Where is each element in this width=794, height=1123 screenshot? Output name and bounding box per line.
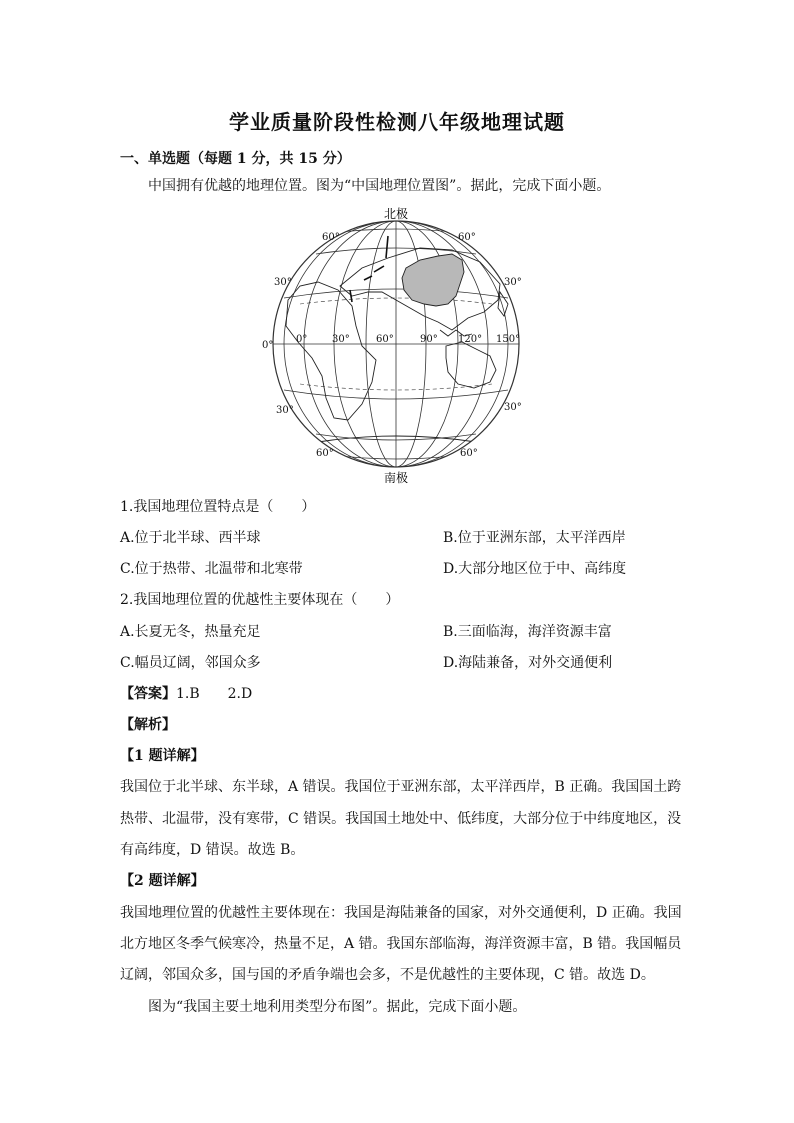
detail-1-label: 【1 题详解】 xyxy=(120,748,205,764)
detail-2-line-2: 北方地区冬季气候寒冷，热量不足，A 错。我国东部临海，海洋资源丰富，B 错。我国幅员 xyxy=(120,936,682,952)
lon-30-label: 30° xyxy=(332,334,350,345)
page-title: 学业质量阶段性检测八年级地理试题 xyxy=(229,110,565,134)
question-1-option-a: A.位于北半球、西半球 xyxy=(120,530,261,546)
question-2-stem: 2.我国地理位置的优越性主要体现在（ ） xyxy=(120,592,400,608)
answer-line xyxy=(120,684,252,704)
answer-label: 【答案】 xyxy=(120,686,176,702)
lat-60s-left: 60° xyxy=(316,448,334,459)
china-territory xyxy=(402,254,464,306)
lat-30n-right: 30° xyxy=(504,277,522,288)
north-pole-label: 北极 xyxy=(383,207,409,221)
detail-2-line-3: 辽阔，邻国众多，国与国的矛盾争端也会多，不是优越性的主要体现，C 错。故选 D。 xyxy=(120,967,655,983)
globe-grid xyxy=(273,221,519,467)
lon-120-label: 120° xyxy=(458,334,483,345)
question-2-option-b: B.三面临海，海洋资源丰富 xyxy=(443,624,612,640)
lat-0-label: 0° xyxy=(262,340,274,351)
detail-1-line-2: 热带、北温带，没有寒带，C 错误。我国国土地处中、低纬度，大部分位于中纬度地区，没 xyxy=(120,811,682,827)
question-1-option-b: B.位于亚洲东部，太平洋西岸 xyxy=(443,530,626,546)
lat-60n-right: 60° xyxy=(458,232,476,243)
lon-150-label: 150° xyxy=(496,334,521,345)
detail-2-line-1: 我国地理位置的优越性主要体现在：我国是海陆兼备的国家，对外交通便利，D 正确。我国 xyxy=(120,905,682,921)
lat-30n-left: 30° xyxy=(274,277,292,288)
question-2-option-d: D.海陆兼备，对外交通便利 xyxy=(443,655,613,671)
section-heading: 一、单选题（每题 1 分，共 15 分） xyxy=(120,151,351,167)
lon-60-label: 60° xyxy=(376,334,394,345)
china-location-map xyxy=(262,205,530,487)
question-1-option-c: C.位于热带、北温带和北寒带 xyxy=(120,561,303,577)
question-1-stem: 1.我国地理位置特点是（ ） xyxy=(120,499,316,515)
detail-1-line-1: 我国位于北半球、东半球，A 错误。我国位于亚洲东部，太平洋西岸，B 正确。我国国土跨 xyxy=(120,779,682,795)
question-intro: 中国拥有优越的地理位置。图为“中国地理位置图”。据此，完成下面小题。 xyxy=(148,178,611,194)
analysis-label: 【解析】 xyxy=(120,717,176,733)
question-intro-2: 图为“我国主要土地利用类型分布图”。据此，完成下面小题。 xyxy=(148,999,527,1015)
detail-2-label: 【2 题详解】 xyxy=(120,873,205,889)
detail-1-line-3: 有高纬度，D 错误。故选 B。 xyxy=(120,842,305,858)
lon-0-label: 0° xyxy=(296,334,308,345)
lat-60s-right: 60° xyxy=(460,448,478,459)
lat-60n-left: 60° xyxy=(322,232,340,243)
south-pole-label: 南极 xyxy=(383,471,409,485)
lat-30s-right: 30° xyxy=(504,402,522,413)
question-2-option-c: C.幅员辽阔，邻国众多 xyxy=(120,655,261,671)
lat-30s-left: 30° xyxy=(276,405,294,416)
lon-90-label: 90° xyxy=(420,334,438,345)
answer-values: 1.B 2.D xyxy=(176,686,253,702)
question-1-option-d: D.大部分地区位于中、高纬度 xyxy=(443,561,627,577)
question-2-option-a: A.长夏无冬，热量充足 xyxy=(120,624,261,640)
landmass-outlines xyxy=(286,248,508,442)
